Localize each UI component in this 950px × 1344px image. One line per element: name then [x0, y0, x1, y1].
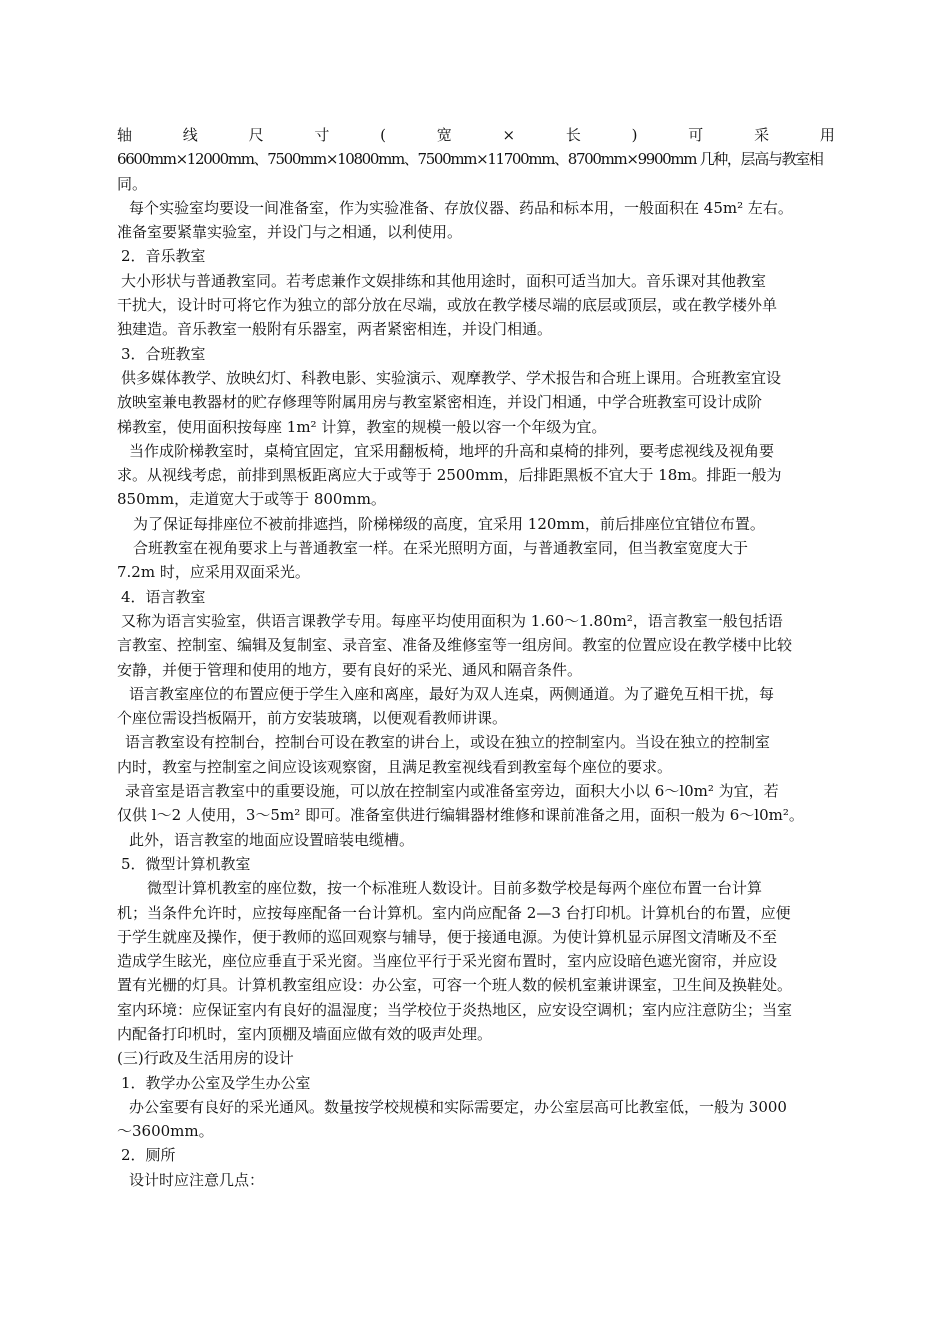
spread-char: ×: [502, 126, 516, 144]
spread-char: 线: [182, 126, 198, 144]
text-line: 办公室要有良好的采光通风。数量按学校规模和实际需要定，办公室层高可比教室低，一般为 3000: [129, 1097, 787, 1116]
text-line: 7.2m 时，应采用双面采光。: [117, 563, 310, 582]
text-line: 放映室兼电教器材的贮存修理等附属用房与教室紧密相连，并设门相通，中学合班教室可设计成阶: [117, 393, 763, 412]
spread-char: 尺: [248, 126, 264, 144]
text-line: 当作成阶梯教室时，桌椅宜固定，宜采用翻板椅，地坪的升高和桌椅的排列，要考虑视线及视角要: [129, 441, 775, 460]
section-heading: 1．教学办公室及学生办公室: [121, 1073, 311, 1092]
text-line: 干扰大，设计时可将它作为独立的部分放在尽端，或放在教学楼尽端的底层或顶层，或在教学楼外单: [117, 296, 778, 315]
text-line: 850mm，走道宽大于或等于 800mm。: [117, 490, 386, 509]
spread-char: 寸: [314, 126, 330, 144]
text-line: 准备室要紧靠实验室，并设门与之相通，以利使用。: [117, 223, 463, 242]
spread-char: 用: [819, 126, 835, 144]
text-line: 造成学生眩光，座位应垂直于采光窗。当座位平行于采光窗布置时，室内应设暗色遮光窗帘，并应设: [117, 952, 778, 971]
text-line: 梯教室，使用面积按每座 1m² 计算，教室的规模一般以容一个年级为宜。: [117, 417, 607, 436]
spread-line: [117, 123, 835, 147]
text-line: 每个实验室均要设一间准备室，作为实验准备、存放仪器、药品和标本用，一般面积在 45m² 左右。: [129, 198, 793, 217]
section-heading: 2．音乐教室: [121, 247, 206, 266]
spread-char: ): [631, 126, 638, 144]
spread-char: 轴: [117, 126, 133, 144]
text-line: 语言教室设有控制台，控制台可设在教室的讲台上，或设在独立的控制室内。当设在独立的控制室: [125, 733, 771, 752]
spread-char: 宽: [436, 126, 452, 144]
spread-char: (: [380, 126, 386, 144]
text-line: 置有光栅的灯具。计算机教室组应设：办公室，可容一个班人数的候机室兼讲课室，卫生间及换鞋处。: [117, 976, 793, 995]
text-line: 6600mm×12000mm、7500mm×10800mm、7500mm×11700mm、8700mm×9900mm 几种，层高与教室相: [117, 150, 823, 169]
text-line: 内时，教室与控制室之间应设该观察窗，且满足教室视线看到教室每个座位的要求。: [117, 757, 673, 776]
text-line: 语言教室座位的布置应便于学生入座和离座，最好为双人连桌，两侧通道。为了避免互相干扰，每: [129, 684, 775, 703]
section-heading: 5．微型计算机教室: [121, 854, 251, 873]
text-line: ～3600mm。: [117, 1122, 214, 1141]
section-heading: 4．语言教室: [121, 587, 206, 606]
text-line: 机；当条件允许时，应按每座配备一台计算机。室内尚应配备 2—3 台打印机。计算机台的布置，应便: [117, 903, 791, 922]
text-line: 同。: [117, 174, 148, 193]
text-line: 为了保证每排座位不被前排遮挡，阶梯梯级的高度，宜采用 120mm，前后排座位宜错位布置。: [133, 514, 765, 533]
text-line: 设计时应注意几点：: [129, 1170, 265, 1189]
text-line: 求。从视线考虑，前排到黑板距离应大于或等于 2500mm，后排距黑板不宜大于 18m。排距一般为: [117, 466, 782, 485]
text-line: 仅供 l～2 人使用，3～5m² 即可。准备室供进行编辑器材维修和课前准备之用，面积一般为 6～l0m²。: [117, 806, 804, 825]
document-body: [117, 123, 835, 1192]
text-line: 室内环境：应保证室内有良好的温湿度；当学校位于炎热地区，应安设空调机；室内应注意防尘；当室: [117, 1000, 793, 1019]
section-heading: 2．厕所: [121, 1146, 176, 1165]
text-line: 安静，并便于管理和使用的地方，要有良好的采光、通风和隔音条件。: [117, 660, 583, 679]
section-heading: 3．合班教室: [121, 344, 206, 363]
text-line: 内配备打印机时，室内顶棚及墙面应做有效的吸声处理。: [117, 1024, 493, 1043]
text-line: 于学生就座及操作，便于教师的巡回观察与辅导，便于接通电源。为使计算机显示屏图文清晰及不至: [117, 927, 778, 946]
text-line: 大小形状与普通教室同。若考虑兼作文娱排练和其他用途时，面积可适当加大。音乐课对其他教室: [121, 271, 767, 290]
text-line: 又称为语言实验室，供语言课教学专用。每座平均使用面积为 1.60～1.80m²，语言教室一般包括语: [121, 611, 783, 630]
spread-char: 采: [754, 126, 770, 144]
text-line: 个座位需设挡板隔开，前方安装玻璃，以便观看教师讲课。: [117, 709, 508, 728]
text-line: 言教室、控制室、编辑及复制室、录音室、准备及维修室等一组房间。教室的位置应设在教学楼中比较: [117, 636, 793, 655]
text-line: 供多媒体教学、放映幻灯、科教电影、实验演示、观摩教学、学术报告和合班上课用。合班教室宜设: [121, 368, 782, 387]
spread-char: 长: [565, 126, 581, 144]
text-line: 合班教室在视角要求上与普通教室一样。在采光照明方面，与普通教室同，但当教室宽度大于: [133, 539, 749, 558]
text-line: 此外，语言教室的地面应设置暗装电缆槽。: [129, 830, 415, 849]
text-line: 微型计算机教室的座位数，按一个标准班人数设计。目前多数学校是每两个座位布置一台计算: [147, 879, 763, 898]
section-heading: (三)行政及生活用房的设计: [117, 1049, 294, 1068]
text-line: 独建造。音乐教室一般附有乐器室，两者紧密相连，并设门相通。: [117, 320, 553, 339]
text-line: 录音室是语言教室中的重要设施，可以放在控制室内或准备室旁边，面积大小以 6～l0m² 为宜，若: [125, 782, 779, 801]
spread-char: 可: [688, 126, 704, 144]
